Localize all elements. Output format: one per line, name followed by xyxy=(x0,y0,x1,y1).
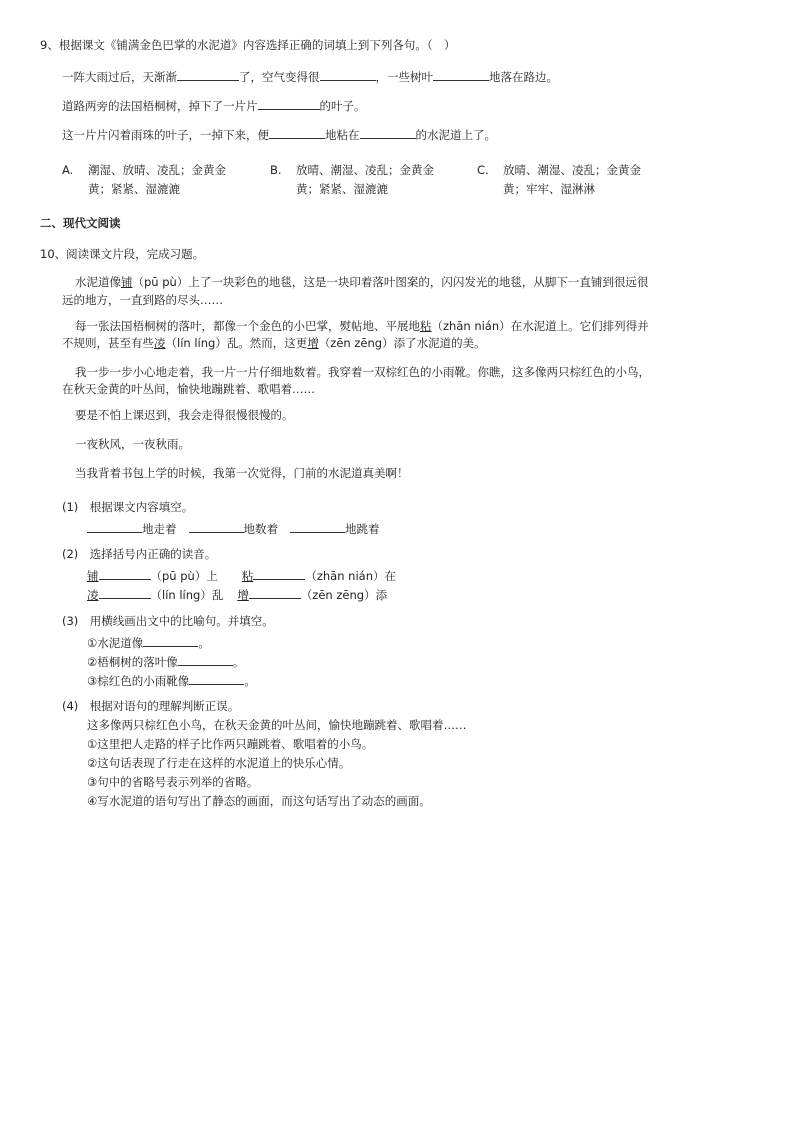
q9-s1-text-c: ，一些树叶 xyxy=(375,70,433,84)
text: 地数着 xyxy=(243,522,278,536)
text: （zēn zēng）添 xyxy=(300,588,388,602)
q9-s2-blank-1[interactable] xyxy=(258,97,320,110)
q9-s1-blank-1[interactable] xyxy=(177,68,239,81)
option-label: C. xyxy=(477,163,489,177)
q9-s1-text-d: 地落在路边。 xyxy=(489,70,558,84)
q9-sentence-1 xyxy=(62,68,558,85)
q9-s1-blank-2[interactable] xyxy=(320,68,376,81)
q9-s1-blank-3[interactable] xyxy=(433,68,489,81)
text: （lín líng）乱 xyxy=(150,588,224,602)
text: 。 xyxy=(244,674,256,688)
q10-title: 10、阅读课文片段，完成习题。 xyxy=(40,247,205,261)
underlined-char: 铺 xyxy=(87,569,99,583)
q9-option-c[interactable] xyxy=(477,163,641,196)
text: 地跳着 xyxy=(345,522,380,536)
text: 地走着 xyxy=(142,522,177,536)
sub2-blank-3[interactable] xyxy=(99,586,151,599)
q9-s3-blank-1[interactable] xyxy=(269,126,325,139)
passage-p5: 一夜秋风，一夜秋雨。 xyxy=(75,437,190,451)
passage-p2-line-2 xyxy=(62,337,486,351)
sub2-title: (2) 选择括号内正确的读音。 xyxy=(62,547,217,561)
sub1-blank-1[interactable] xyxy=(87,520,142,533)
sub3-blank-1[interactable] xyxy=(143,634,198,647)
q9-s2-text-a: 道路两旁的法国梧桐树，掉下了一片片 xyxy=(62,99,258,113)
sub2-blank-2[interactable] xyxy=(253,567,305,580)
option-text-line-2: 黄；紧紧、湿漉漉 xyxy=(296,182,388,196)
sub3-item-1 xyxy=(87,634,210,651)
option-text-line-1: 潮湿、放晴、凌乱；金黄金 xyxy=(88,163,226,177)
text: 不规则，甚至有些 xyxy=(62,336,154,350)
q9-title: 9、根据课文《铺满金色巴掌的水泥道》内容选择正确的词填上到下列各句。（ ） xyxy=(40,38,456,52)
sub2-row-1 xyxy=(87,567,396,584)
text: （pū pù）上了一块彩色的地毯，这是一块印着落叶图案的，闪闪发光的地毯，从脚下一直铺到很远很 xyxy=(132,275,649,289)
underlined-char: 铺 xyxy=(121,275,133,289)
underlined-char: 凌 xyxy=(154,336,166,350)
sub4-item-3: ③句中的省略号表示列举的省略。 xyxy=(87,775,259,789)
text: （zēn zēng）添了水泥道的美。 xyxy=(318,336,486,350)
passage-p2-line-1 xyxy=(75,320,649,334)
sub1-blank-3[interactable] xyxy=(290,520,345,533)
passage-p3-line-1: 我一步一步小心地走着，我一片一片仔细地数着。我穿着一双棕红色的小雨靴。你瞧，这多像两只棕红色的小鸟， xyxy=(75,365,650,379)
option-label: A. xyxy=(62,163,74,177)
text: （zhān nián）在 xyxy=(305,569,396,583)
passage-p1-line-2: 远的地方，一直到路的尽头…… xyxy=(62,293,223,307)
text: （lín líng）乱。然而，这更 xyxy=(165,336,308,350)
q9-sentence-3 xyxy=(62,126,496,143)
passage-p6: 当我背着书包上学的时候，我第一次觉得，门前的水泥道真美啊！ xyxy=(75,466,409,480)
text: （pū pù）上 xyxy=(150,569,218,583)
q9-s1-text-a: 一阵大雨过后，天渐渐 xyxy=(62,70,177,84)
text: ③棕红色的小雨靴像 xyxy=(87,674,190,688)
section-heading: 二、现代文阅读 xyxy=(40,216,121,230)
text: （zhān nián）在水泥道上。它们排列得并 xyxy=(431,319,649,333)
sub1-title: (1) 根据课文内容填空。 xyxy=(62,500,194,514)
q9-s3-text-b: 地粘在 xyxy=(325,128,360,142)
option-text-line-1: 放晴、潮湿、凌乱；金黄金 xyxy=(296,163,434,177)
sub4-quote: 这多像两只棕红色小鸟，在秋天金黄的叶丛间，愉快地蹦跳着、歌唱着…… xyxy=(87,718,467,732)
sub1-fill-row xyxy=(87,520,380,537)
option-text-line-2: 黄；牢牢、湿淋淋 xyxy=(503,182,595,196)
underlined-char: 凌 xyxy=(87,588,99,602)
sub3-item-2 xyxy=(87,653,244,670)
q9-s3-text-a: 这一片片闪着雨珠的叶子，一掉下来，便 xyxy=(62,128,269,142)
sub4-item-4: ④写水泥道的语句写出了静态的画面，而这句话写出了动态的画面。 xyxy=(87,794,431,808)
q9-s1-text-b: 了，空气变得很 xyxy=(239,70,320,84)
sub3-item-3 xyxy=(87,672,256,689)
underlined-char: 增 xyxy=(237,588,249,602)
sub1-blank-2[interactable] xyxy=(189,520,244,533)
sub3-blank-2[interactable] xyxy=(178,653,233,666)
text: 。 xyxy=(232,655,245,669)
sub2-row-2 xyxy=(87,586,387,603)
option-text-line-2: 黄；紧紧、湿漉漉 xyxy=(88,182,180,196)
text: 。 xyxy=(198,636,210,650)
sub3-blank-3[interactable] xyxy=(189,672,244,685)
text: 水泥道像 xyxy=(75,275,121,289)
underlined-char: 粘 xyxy=(241,569,254,583)
q9-s3-blank-2[interactable] xyxy=(360,126,416,139)
text: ①水泥道像 xyxy=(87,636,144,650)
text: 每一张法国梧桐树的落叶，都像一个金色的小巴掌，熨帖地、平展地 xyxy=(75,319,420,333)
q9-option-b[interactable] xyxy=(270,163,434,196)
option-label: B. xyxy=(270,163,282,177)
passage-p4: 要是不怕上课迟到，我会走得很慢很慢的。 xyxy=(75,408,294,422)
underlined-char: 增 xyxy=(307,336,319,350)
sub2-blank-4[interactable] xyxy=(249,586,301,599)
sub3-title: (3) 用横线画出文中的比喻句。并填空。 xyxy=(62,614,274,628)
sub2-blank-1[interactable] xyxy=(99,567,151,580)
q9-s3-text-c: 的水泥道上了。 xyxy=(415,128,496,142)
passage-p3-line-2: 在秋天金黄的叶丛间，愉快地蹦跳着、歌唱着…… xyxy=(62,382,315,396)
option-text-line-1: 放晴、潮湿、凌乱；金黄金 xyxy=(503,163,641,177)
sub4-item-2: ②这句话表现了行走在这样的水泥道上的快乐心情。 xyxy=(87,756,351,770)
underlined-char: 粘 xyxy=(420,319,432,333)
q9-option-a[interactable] xyxy=(62,163,226,196)
passage-p1-line-1 xyxy=(75,276,648,290)
text: ②梧桐树的落叶像 xyxy=(87,655,178,669)
q9-sentence-2 xyxy=(62,97,366,114)
q9-s2-text-b: 的叶子。 xyxy=(319,99,366,113)
sub4-title: (4) 根据对语句的理解判断正误。 xyxy=(62,699,240,713)
sub4-item-1: ①这里把人走路的样子比作两只蹦跳着、歌唱着的小鸟。 xyxy=(87,737,374,751)
